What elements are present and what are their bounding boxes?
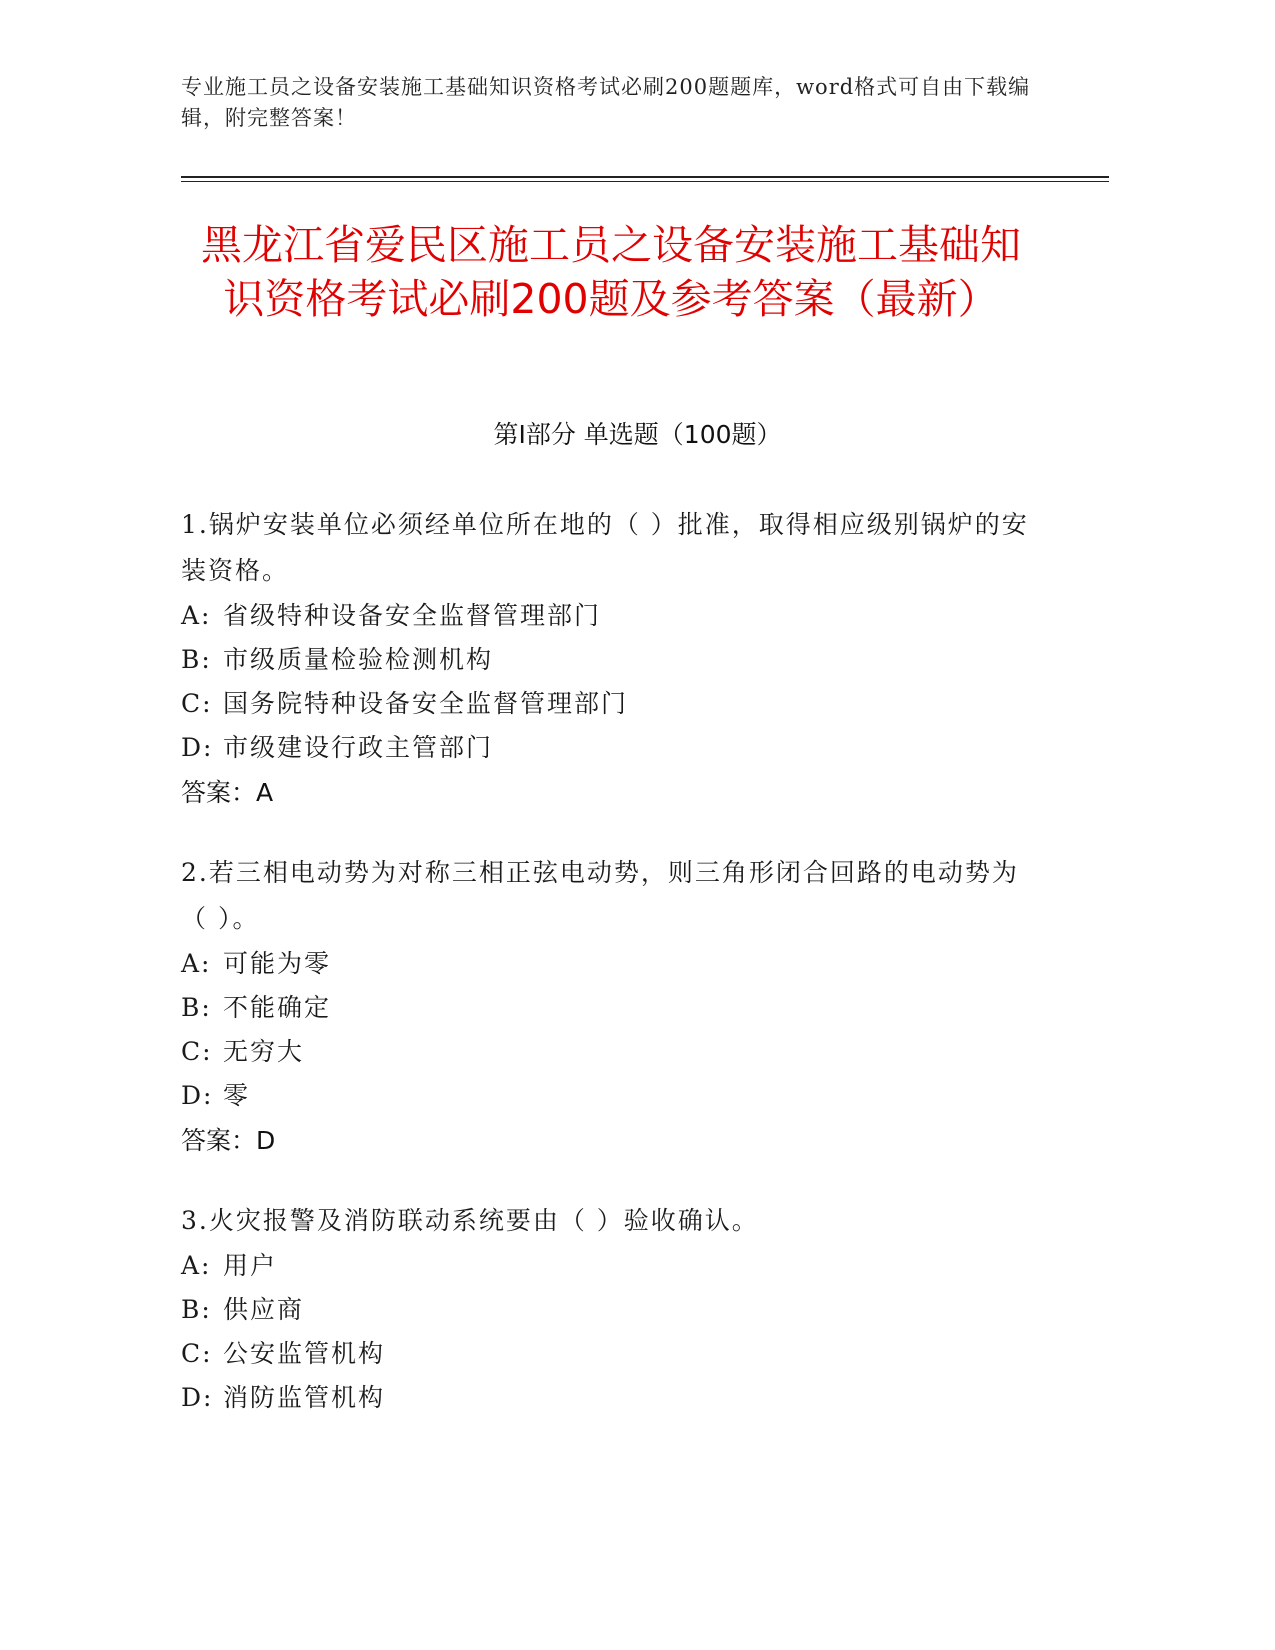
intro-text: 专业施工员之设备安装施工基础知识资格考试必刷200题题库，word格式可自由下载编辑，附完整答案！ bbox=[181, 75, 1031, 130]
answer-line bbox=[181, 770, 1041, 816]
question-list bbox=[181, 502, 1041, 1454]
option-key: D: bbox=[181, 733, 214, 762]
option-text: 供应商 bbox=[223, 1295, 305, 1324]
option-text: 无穷大 bbox=[223, 1037, 305, 1066]
document-title: 黑龙江省爱民区施工员之设备安装施工基础知识资格考试必刷200题及参考答案（最新） bbox=[201, 221, 1021, 323]
option-text: 消防监管机构 bbox=[223, 1383, 386, 1412]
option-key: C: bbox=[181, 1339, 213, 1368]
header-rule-thick bbox=[181, 176, 1109, 178]
option-a bbox=[181, 1244, 1041, 1288]
option-d bbox=[181, 1074, 1041, 1118]
option-b bbox=[181, 986, 1041, 1030]
question-stem: 2.若三相电动势为对称三相正弦电动势，则三角形闭合回路的电动势为（ ）。 bbox=[181, 858, 1019, 933]
option-key: A: bbox=[181, 949, 212, 978]
option-key: A: bbox=[181, 601, 212, 630]
answer-value: A bbox=[256, 778, 274, 807]
option-key: B: bbox=[181, 993, 212, 1022]
option-a bbox=[181, 942, 1041, 986]
question-stem: 3.火灾报警及消防联动系统要由（ ）验收确认。 bbox=[181, 1206, 759, 1235]
option-key: B: bbox=[181, 1295, 212, 1324]
option-key: B: bbox=[181, 645, 212, 674]
question-stem: 1.锅炉安装单位必须经单位所在地的（ ）批准，取得相应级别锅炉的安装资格。 bbox=[181, 510, 1029, 585]
option-a bbox=[181, 594, 1041, 638]
option-d bbox=[181, 1376, 1041, 1420]
answer-prefix: 答案： bbox=[181, 778, 257, 807]
question-3 bbox=[181, 1198, 1041, 1420]
option-c bbox=[181, 682, 1041, 726]
option-text: 市级建设行政主管部门 bbox=[223, 733, 494, 762]
option-key: C: bbox=[181, 689, 213, 718]
answer-line bbox=[181, 1118, 1041, 1164]
option-d bbox=[181, 726, 1041, 770]
option-text: 零 bbox=[223, 1081, 251, 1110]
option-key: A: bbox=[181, 1251, 212, 1280]
option-key: D: bbox=[181, 1081, 214, 1110]
option-text: 用户 bbox=[223, 1251, 278, 1280]
option-b bbox=[181, 1288, 1041, 1332]
option-text: 省级特种设备安全监督管理部门 bbox=[223, 601, 602, 630]
option-text: 公安监管机构 bbox=[223, 1339, 386, 1368]
option-c bbox=[181, 1030, 1041, 1074]
option-c bbox=[181, 1332, 1041, 1376]
option-key: D: bbox=[181, 1383, 214, 1412]
option-text: 不能确定 bbox=[223, 993, 332, 1022]
option-text: 国务院特种设备安全监督管理部门 bbox=[223, 689, 629, 718]
option-text: 可能为零 bbox=[223, 949, 332, 978]
header-rule-thin bbox=[181, 181, 1109, 182]
option-text: 市级质量检验检测机构 bbox=[223, 645, 494, 674]
section-heading: 第Ⅰ部分 单选题（100题） bbox=[493, 420, 782, 449]
option-key: C: bbox=[181, 1037, 213, 1066]
answer-value: D bbox=[256, 1126, 276, 1155]
question-2 bbox=[181, 850, 1041, 1164]
option-b bbox=[181, 638, 1041, 682]
answer-prefix: 答案： bbox=[181, 1126, 257, 1155]
question-1 bbox=[181, 502, 1041, 816]
